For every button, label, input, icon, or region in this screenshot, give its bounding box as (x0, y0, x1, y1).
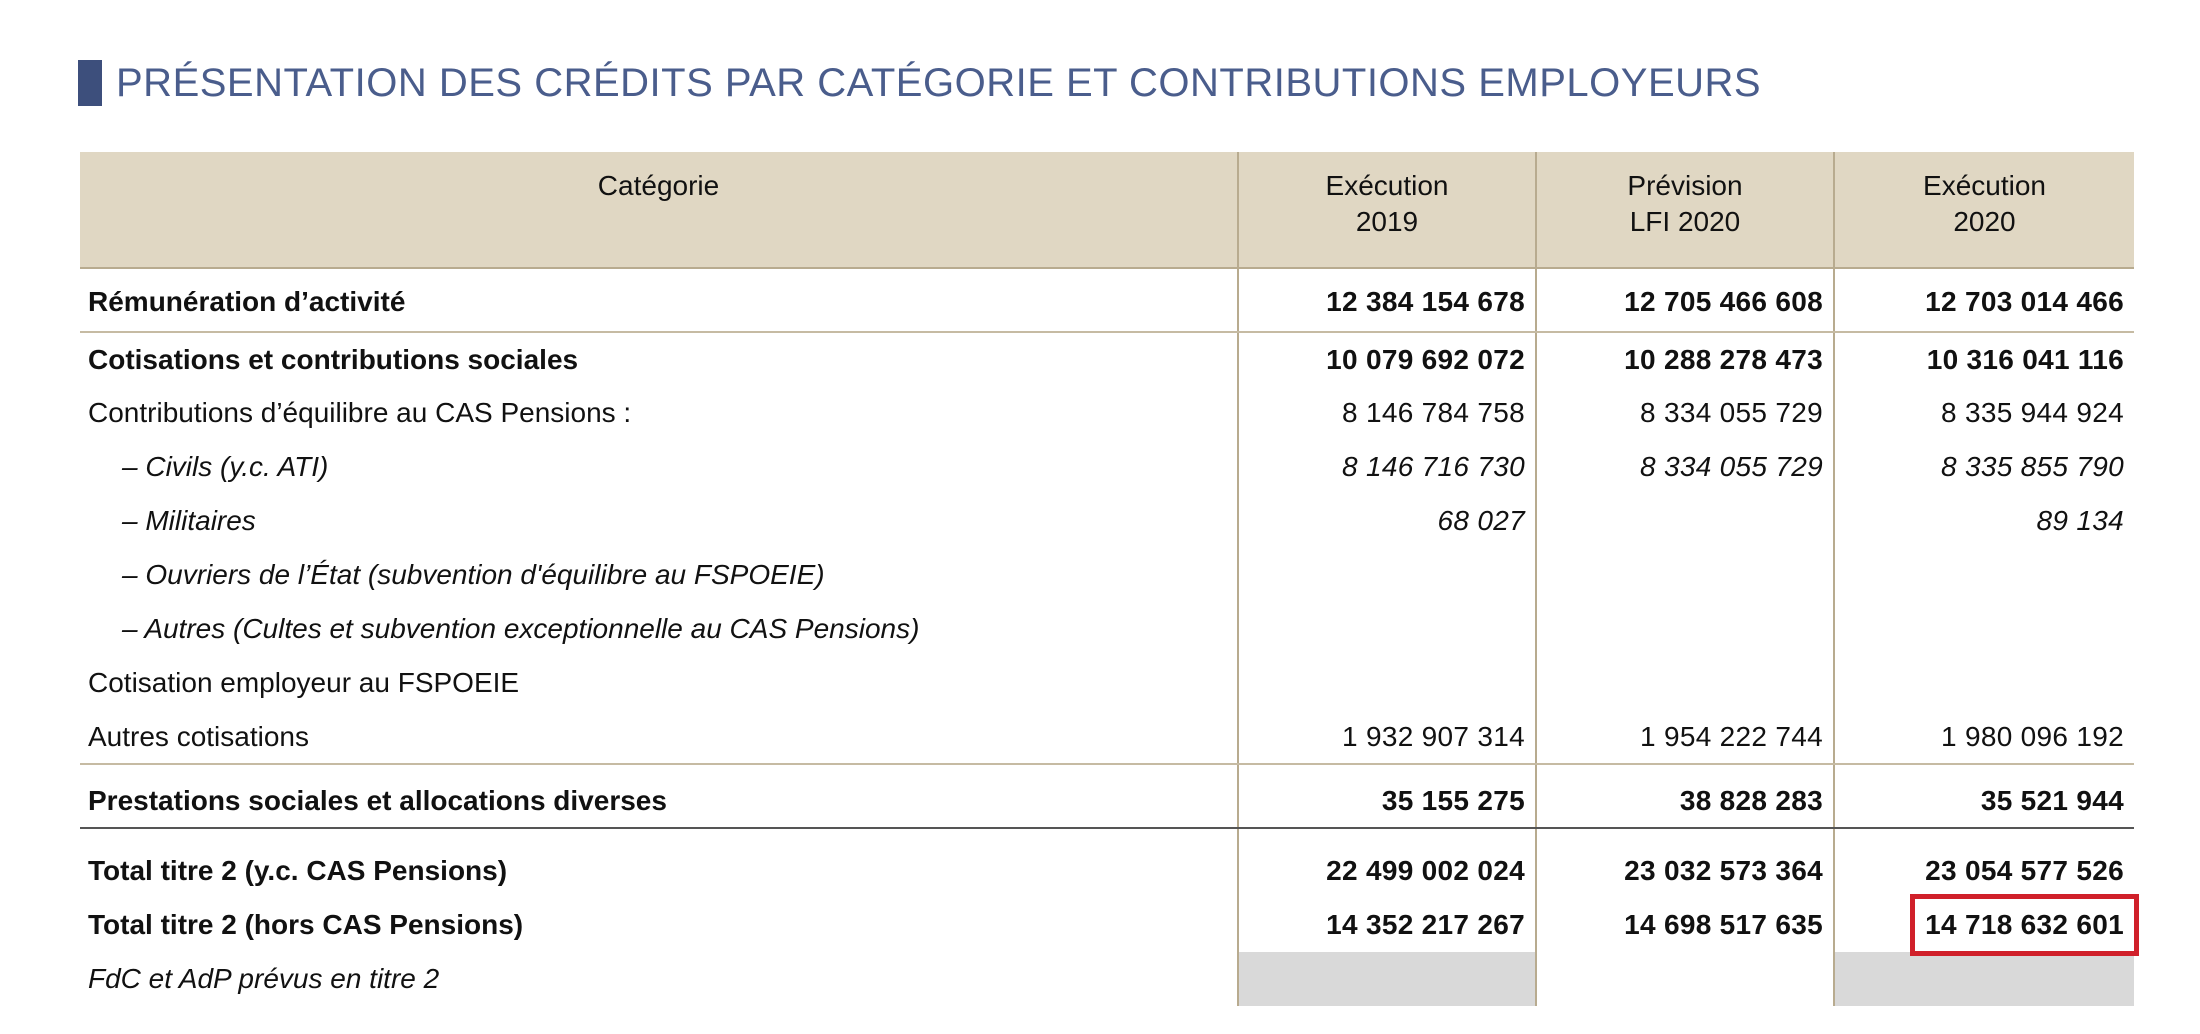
header-category (80, 152, 1238, 268)
page-title: PRÉSENTATION DES CRÉDITS PAR CATÉGORIE ET CONTRIBUTIONS EMPLOYEURS (116, 61, 1762, 105)
cell-exec-2020-highlighted (1834, 898, 2134, 952)
cell-exec-2020: 1 980 096 192 (1834, 710, 2134, 764)
credits-table (80, 152, 2134, 1006)
cell-exec-2019: 68 027 (1238, 494, 1536, 548)
table-row (80, 332, 2134, 386)
cell-exec-2020: 23 054 577 526 (1834, 828, 2134, 898)
cell-exec-2019 (1238, 952, 1536, 1006)
cell-exec-2019: 35 155 275 (1238, 764, 1536, 828)
table-row (80, 898, 2134, 952)
cell-exec-2020: 89 134 (1834, 494, 2134, 548)
table-row (80, 828, 2134, 898)
cell-lfi-2020 (1536, 602, 1834, 656)
highlight-box: 14 718 632 601 (1925, 909, 2124, 940)
header-row (80, 152, 2134, 268)
cell-exec-2019: 22 499 002 024 (1238, 828, 1536, 898)
cell-exec-2020: 35 521 944 (1834, 764, 2134, 828)
cell-exec-2020 (1834, 602, 2134, 656)
cell-exec-2020: 8 335 944 924 (1834, 386, 2134, 440)
row-label: Cotisations et contributions sociales (88, 343, 579, 375)
row-label: Total titre 2 (y.c. CAS Pensions) (88, 854, 508, 886)
table-row (80, 494, 2134, 548)
table-row (80, 602, 2134, 656)
table-body (80, 268, 2134, 1006)
cell-lfi-2020 (1536, 494, 1834, 548)
header-exec-2020 (1834, 152, 2134, 268)
header-lfi-2020 (1536, 152, 1834, 268)
cell-exec-2019 (1238, 602, 1536, 656)
cell-exec-2019 (1238, 656, 1536, 710)
cell-exec-2019: 10 079 692 072 (1238, 332, 1536, 386)
cell-exec-2019: 1 932 907 314 (1238, 710, 1536, 764)
header-exec-2019-line2: 2019 (1355, 206, 1419, 237)
table-row (80, 656, 2134, 710)
row-label: Autres cotisations (80, 710, 1238, 764)
table-row (80, 268, 2134, 332)
table-row (80, 710, 2134, 764)
header-exec-2019 (1238, 152, 1536, 268)
row-label: Prestations sociales et allocations diverses (80, 764, 1238, 828)
row-label: – Ouvriers de l’État (subvention d'équilibre au FSPOEIE) (122, 559, 825, 590)
cell-lfi-2020 (1536, 656, 1834, 710)
header-lfi-2020-line1: Prévision (1627, 170, 1743, 201)
cell-exec-2020: 8 335 855 790 (1834, 440, 2134, 494)
cell-exec-2019: 8 146 784 758 (1238, 386, 1536, 440)
header-category-label: Catégorie (597, 170, 720, 201)
row-label: Cotisation employeur au FSPOEIE (88, 667, 520, 698)
title-accent-bar (78, 60, 102, 106)
cell-exec-2020: 12 703 014 466 (1834, 268, 2134, 332)
row-label: Contributions d’équilibre au CAS Pensions : (88, 397, 632, 428)
cell-exec-2020 (1834, 548, 2134, 602)
row-label: FdC et AdP prévus en titre 2 (88, 963, 440, 994)
cell-exec-2020 (1834, 656, 2134, 710)
table-row (80, 548, 2134, 602)
cell-lfi-2020: 38 828 283 (1536, 764, 1834, 828)
cell-exec-2020 (1834, 952, 2134, 1006)
row-label: Total titre 2 (hors CAS Pensions) (88, 909, 524, 940)
table-row (80, 386, 2134, 440)
cell-lfi-2020: 23 032 573 364 (1536, 828, 1834, 898)
cell-lfi-2020: 10 288 278 473 (1536, 332, 1834, 386)
cell-lfi-2020: 14 698 517 635 (1536, 898, 1834, 952)
table-row (80, 440, 2134, 494)
cell-lfi-2020 (1536, 548, 1834, 602)
cell-exec-2019: 12 384 154 678 (1238, 268, 1536, 332)
row-label: – Civils (y.c. ATI) (122, 451, 329, 482)
header-exec-2020-line2: 2020 (1953, 206, 2016, 237)
cell-exec-2019 (1238, 548, 1536, 602)
table-header (80, 152, 2134, 268)
row-label: Rémunération d’activité (80, 268, 1238, 332)
table-row (80, 764, 2134, 828)
cell-lfi-2020: 8 334 055 729 (1536, 440, 1834, 494)
cell-lfi-2020: 12 705 466 608 (1536, 268, 1834, 332)
table-row (80, 952, 2134, 1006)
header-exec-2019-line1: Exécution (1325, 170, 1449, 201)
row-label: – Militaires (122, 505, 256, 536)
cell-exec-2020: 10 316 041 116 (1834, 332, 2134, 386)
cell-exec-2019: 14 352 217 267 (1238, 898, 1536, 952)
cell-lfi-2020: 8 334 055 729 (1536, 386, 1834, 440)
cell-lfi-2020: 1 954 222 744 (1536, 710, 1834, 764)
cell-lfi-2020 (1536, 952, 1834, 1006)
cell-exec-2019: 8 146 716 730 (1238, 440, 1536, 494)
row-label: – Autres (Cultes et subvention exceptionnelle au CAS Pensions) (122, 613, 920, 644)
header-lfi-2020-line2: LFI 2020 (1629, 206, 1741, 237)
header-exec-2020-line1: Exécution (1923, 170, 2046, 201)
